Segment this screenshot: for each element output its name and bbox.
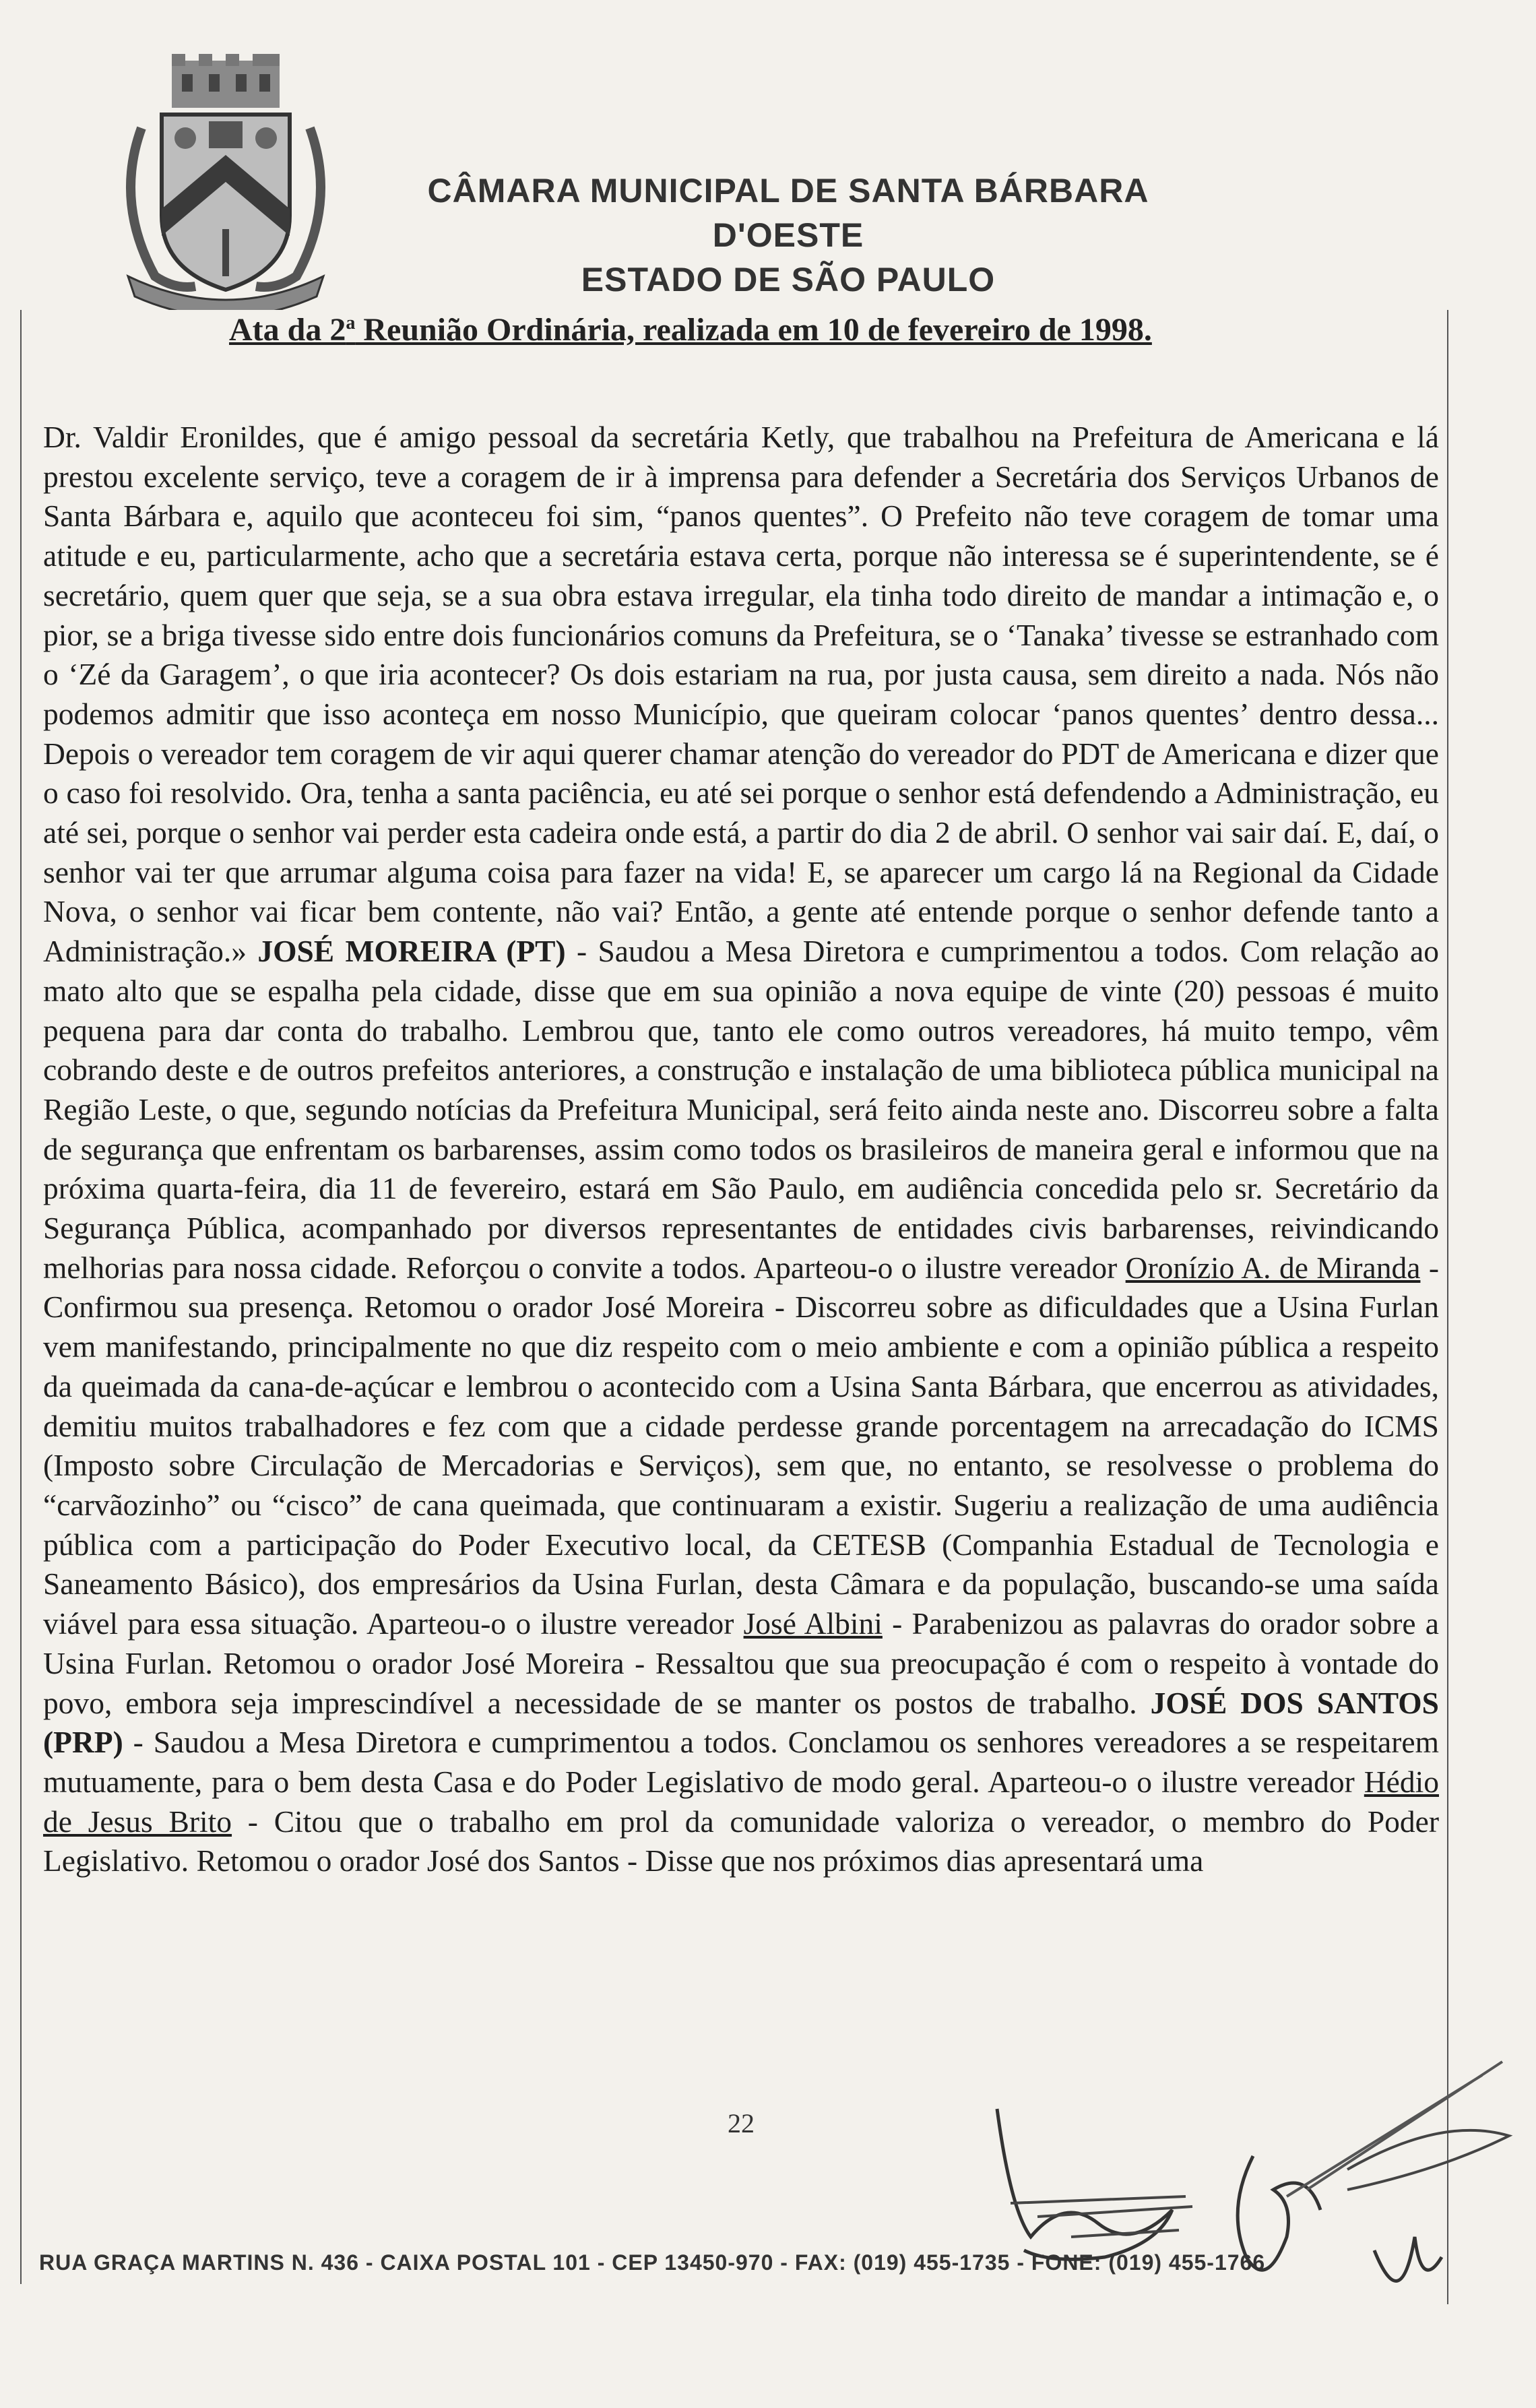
institution-name: CÂMARA MUNICIPAL DE SANTA BÁRBARA D'OESTE (427, 172, 1149, 254)
aparte-name: Hédio de Jesus Brito (43, 1764, 1439, 1839)
right-margin-rule (1447, 310, 1448, 2304)
minutes-body (43, 418, 1439, 1881)
minutes-title (229, 311, 1307, 348)
body-paragraph: - Parabenizou as palavras do orador sobre a Usina Furlan. Retomou o orador José Moreira - Ressaltou que sua preocupação é com o respeito à vontade do povo, embora seja imprescindível a necessidade de se manter os postos de trabalho. (43, 1606, 1439, 1720)
body-paragraph: - Confirmou sua presença. Retomou o orador José Moreira - Discorreu sobre as dificuldades que a Usina Furlan vem manifestando, principalmente no que diz respeito com o meio ambiente e com a opinião pública a respeito da queimada da cana-de-açúcar e lembrou o acontecido com a Usina Santa Bárbara, que encerrou as atividades, demitiu muitos trabalhadores e fez com que a cidade perdesse grande porcentagem na arrecadação do ICMS (Imposto sobre Circulação de Mercadorias e Serviços), sem que, no entanto, se resolvesse o problema do “carvãozinho” ou “cisco” de cana queimada, que continuaram a existir. Sugeriu a realização de uma audiência pública com a participação do Poder Executivo local, da CETESB (Companhia Estadual de Tecnologia e Saneamento Básico), dos empresários da Usina Furlan, desta Câmara e da população, buscando-se uma saída viável para essa situação. Aparteou-o o ilustre vereador (43, 1250, 1440, 1641)
document-header (350, 168, 1226, 302)
municipal-coat-of-arms-icon (115, 54, 337, 310)
title-prefix: Ata da 2 (229, 312, 346, 348)
speaker-name: JOSÉ MOREIRA (PT) (257, 934, 566, 969)
aparte-name: Oronízio A. de Miranda (1125, 1250, 1421, 1285)
speaker-name: JOSÉ DOS SANTOS (PRP) (43, 1685, 1439, 1760)
title-ordinal: a (346, 313, 356, 334)
handwritten-signatures (970, 2035, 1523, 2318)
aparte-name: José Albini (743, 1606, 883, 1641)
body-paragraph: Dr. Valdir Eronildes, que é amigo pessoal da secretária Ketly, que trabalhou na Prefeitura de Americana e lá prestou excelente serviço, teve a coragem de ir à imprensa para defender a Secretária dos Serviços Urbanos de Santa Bárbara e, aquilo que aconteceu foi sim, “panos quentes”. O Prefeito não teve coragem de tomar uma atitude e eu, particularmente, acho que a secretária estava certa, porque não interessa se é superintendente, se é secretário, quem quer que seja, se a sua obra estava irregular, ela tinha todo direito de mandar a intimação e, o pior, se a briga tivesse sido entre dois funcionários comuns da Prefeitura, se o ‘Tanaka’ tivesse se estranhado com o ‘Zé da Garagem’, o que iria acontecer? Os dois estariam na rua, por justa causa, sem direito a nada. Nós não podemos admitir que isso aconteça em nosso Município, que queiram colocar ‘panos quentes’ dentro dessa... Depois o vereador tem coragem de vir aqui querer chamar atenção do vereador do PDT de Americana e dizer que o caso foi resolvido. Ora, tenha a santa paciência, eu até sei porque o senhor está defendendo a Administração, eu até sei, porque o senhor vai perder esta cadeira onde está, a partir do dia 2 de abril. O senhor vai sair daí. E, daí, o senhor vai ter que arrumar alguma coisa para fazer na vida! E, se aparecer um cargo lá na Regional da Cidade Nova, o senhor vai ficar bem contente, não vai? Então, a gente até entende porque o senhor defende tanto a Administração.» (43, 420, 1439, 969)
page-number: 22 (728, 2108, 755, 2138)
document-footer: RUA GRAÇA MARTINS N. 436 - CAIXA POSTAL 101 - CEP 13450-970 - FAX: (019) 455-1735 - FONE: (019) 455-1766 (39, 2250, 1266, 2275)
body-paragraph: - Saudou a Mesa Diretora e cumprimentou a todos. Com relação ao mato alto que se espalha pela cidade, disse que em sua opinião a nova equipe de vinte (20) pessoas é muito pequena para dar conta do trabalho. Lembrou que, tanto ele como outros vereadores, há muito tempo, vêm cobrando deste e de outros prefeitos anteriores, a construção e instalação de uma biblioteca pública municipal na Região Leste, o que, segundo notícias da Prefeitura Municipal, será feito ainda neste ano. Discorreu sobre a falta de segurança que enfrentam os barbarenses, assim como todos os brasileiros de maneira geral e informou que na próxima quarta-feira, dia 11 de fevereiro, estará em São Paulo, em audiência concedida pelo sr. Secretário da Segurança Pública, acompanhado por diversos representantes de entidades civis barbarenses, reivindicando melhorias para nossa cidade. Reforçou o convite a todos. Aparteou-o o ilustre vereador (43, 934, 1439, 1285)
title-rest: Reunião Ordinária, realizada em 10 de fevereiro de 1998. (355, 312, 1152, 348)
left-margin-rule (20, 310, 22, 2284)
body-paragraph: - Saudou a Mesa Diretora e cumprimentou a todos. Conclamou os senhores vereadores a se respeitarem mutuamente, para o bem desta Casa e do Poder Legislativo de modo geral. Aparteou-o o ilustre vereador (43, 1725, 1439, 1799)
body-paragraph: - Citou que o trabalho em prol da comunidade valoriza o vereador, o membro do Poder Legislativo. Retomou o orador José dos Santos - Disse que nos próximos dias apresentará uma (43, 1804, 1439, 1878)
state-name: ESTADO DE SÃO PAULO (581, 261, 996, 298)
